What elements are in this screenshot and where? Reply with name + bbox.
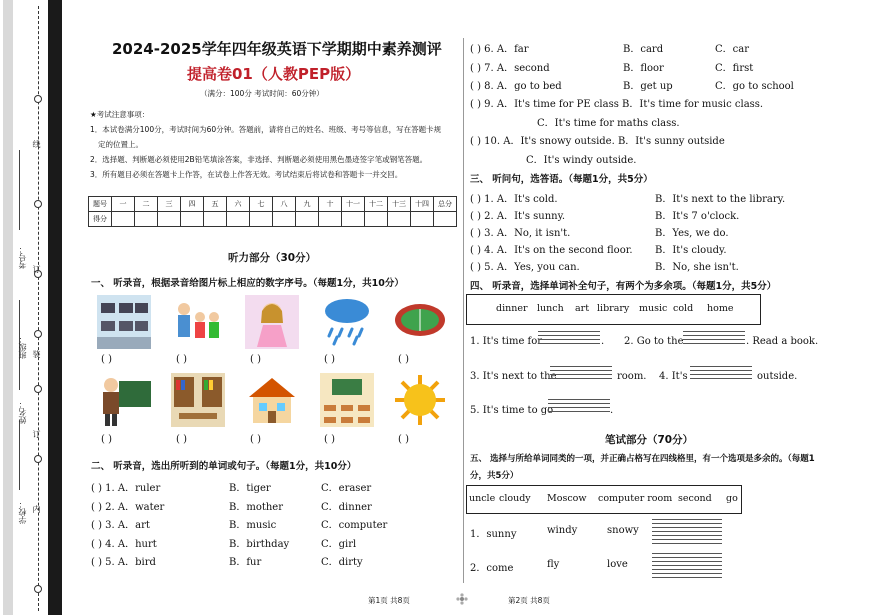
page-title: 2024-2025学年四年级英语下学期期中素养测评 <box>112 40 442 58</box>
option-a[interactable]: ( ) 4. A．hurt <box>91 538 157 550</box>
word-bank-item: cold <box>673 303 694 314</box>
cut-char: 订 <box>32 265 41 273</box>
word-item: fly <box>547 559 560 570</box>
answer-paren[interactable]: ( ) <box>324 434 335 445</box>
exam-meta: （满分：100分 考试时间：60分钟） <box>200 89 324 98</box>
section5-heading-cont: 分，共5分） <box>470 471 519 481</box>
score-row-label: 得分 <box>89 212 112 227</box>
word-bank-item: music <box>639 303 668 314</box>
note-item: 定的位置上。 <box>98 140 143 149</box>
word-bank-item: home <box>707 303 734 314</box>
score-cell[interactable] <box>342 212 365 227</box>
section4-heading: 四、 听录音，选择单词补全句子，有两个为多余项。（每题1分，共5分） <box>470 281 777 292</box>
option-c[interactable]: C．computer <box>321 520 388 531</box>
option-a[interactable]: ( ) 5. A．Yes, you can. <box>470 262 580 273</box>
option-a[interactable]: ( ) 8. A．go to bed <box>470 81 562 92</box>
girl-pic <box>245 295 299 349</box>
library-pic <box>171 373 225 427</box>
s4-sentence-5-end: . <box>610 405 614 416</box>
word-bank-item: dinner <box>496 303 528 314</box>
word-item: snowy <box>607 525 639 536</box>
four-line-grid[interactable] <box>538 331 600 345</box>
gray-band <box>3 0 13 615</box>
hole-dot <box>34 385 42 393</box>
score-cell[interactable] <box>365 212 388 227</box>
question-9-option-c: C．It's time for maths class. <box>537 118 680 129</box>
class-label: 班级： <box>18 335 27 359</box>
word-bank-item: art <box>575 303 590 314</box>
notes <box>90 107 455 182</box>
score-header-cell: 十三 <box>388 197 411 212</box>
s4-sentence-3-end: room. <box>617 371 647 382</box>
answer-paren[interactable]: ( ) <box>250 434 261 445</box>
option-c[interactable]: C．eraser <box>321 483 372 494</box>
s4-sentence-1-end: . <box>601 336 605 347</box>
word-item: love <box>607 559 628 570</box>
hole-dot <box>34 330 42 338</box>
option-b[interactable]: B．No, she isn't. <box>655 262 739 273</box>
page-footer-right: 第2页 共8页 <box>508 596 550 605</box>
answer-paren[interactable]: ( ) <box>101 354 112 365</box>
option-b[interactable]: B．floor <box>623 62 664 74</box>
word-item: windy <box>547 525 578 536</box>
option-c[interactable]: C．girl <box>321 538 357 550</box>
s4-sentence-4-end: outside. <box>757 371 798 382</box>
score-header-cell: 六 <box>227 197 250 212</box>
flower-icon <box>456 593 468 605</box>
score-cell[interactable] <box>112 212 135 227</box>
word-bank <box>466 294 761 325</box>
score-table <box>88 196 457 227</box>
page-footer-left: 第1页 共8页 <box>368 596 410 605</box>
score-cell[interactable] <box>411 212 434 227</box>
word-bank-item: second <box>678 493 712 504</box>
word-bank-item: lunch <box>537 303 564 314</box>
word-bank-item: computer room <box>598 493 673 504</box>
hole-dot <box>34 95 42 103</box>
option-a[interactable]: ( ) 3. A．No, it isn't. <box>470 228 571 239</box>
option-b[interactable]: B．birthday <box>229 538 290 550</box>
score-cell[interactable] <box>135 212 158 227</box>
option-b[interactable]: B．card <box>623 44 664 55</box>
name-label: 姓名： <box>18 400 27 424</box>
option-a[interactable]: ( ) 2. A．It's sunny. <box>470 211 566 222</box>
s4-sentence-4: 4. It's <box>659 371 688 382</box>
score-header-cell: 一 <box>112 197 135 212</box>
score-header-cell: 总分 <box>434 197 457 212</box>
section2-heading: 二、 听录音，选出所听到的单词或句子。（每题1分，共10分） <box>91 461 357 472</box>
answer-paren[interactable]: ( ) <box>324 354 335 365</box>
score-header-cell: 九 <box>296 197 319 212</box>
word-bank-item: library <box>597 303 630 314</box>
s4-sentence-2: 2. Go to the <box>624 336 684 347</box>
score-header-cell: 十一 <box>342 197 365 212</box>
hole-dot <box>34 585 42 593</box>
house-pic <box>245 373 299 427</box>
s4-sentence-2-end: . Read a book. <box>746 336 819 347</box>
option-a[interactable]: ( ) 1. A．ruler <box>91 483 161 494</box>
computer-room-pic <box>97 295 151 349</box>
page-divider <box>463 38 464 583</box>
answer-paren[interactable]: ( ) <box>176 354 187 365</box>
s4-sentence-1: 1. It's time for <box>470 336 543 347</box>
score-cell[interactable] <box>204 212 227 227</box>
sun-pic <box>393 373 447 427</box>
score-header-cell: 七 <box>250 197 273 212</box>
four-line-grid[interactable] <box>550 366 612 380</box>
option-c[interactable]: C．go to school <box>715 81 794 92</box>
score-cell[interactable] <box>181 212 204 227</box>
option-b[interactable]: B．music <box>229 520 277 531</box>
word-bank-item: go <box>726 493 738 504</box>
option-a[interactable]: ( ) 5. A．bird <box>91 557 156 568</box>
answer-paren[interactable]: ( ) <box>250 354 261 365</box>
answer-paren[interactable]: ( ) <box>398 354 409 365</box>
number-label: 考号： <box>18 245 27 269</box>
note-item: 1．本试卷满分100分，考试时间为60分钟。答题前，请将自己的姓名、班级、考号等信息，写在答题卡规 <box>90 125 442 134</box>
option-b[interactable]: B．tiger <box>229 483 271 494</box>
word-bank-5 <box>466 485 742 514</box>
number-line <box>19 150 20 230</box>
classroom-pic <box>320 373 374 427</box>
score-cell[interactable] <box>434 212 457 227</box>
option-a[interactable]: ( ) 3. A．art <box>91 520 150 531</box>
four-line-grid[interactable] <box>652 519 722 533</box>
family-pic <box>172 295 226 349</box>
score-cell[interactable] <box>296 212 319 227</box>
section3-heading: 三、 听问句，选答语。（每题1分，共5分） <box>470 174 653 185</box>
playground-pic <box>393 293 447 347</box>
section1-heading: 一、 听录音，根据录音给图片标上相应的数字序号。（每题1分，共10分） <box>91 278 404 289</box>
score-header-cell: 二 <box>135 197 158 212</box>
score-header-cell: 三 <box>158 197 181 212</box>
score-cell[interactable] <box>388 212 411 227</box>
option-a[interactable]: ( ) 4. A．It's on the second floor. <box>470 245 633 256</box>
word-bank-item: Moscow <box>547 493 587 504</box>
s4-sentence-5: 5. It's time to go <box>470 405 554 416</box>
option-b[interactable]: B．It's cloudy. <box>655 245 727 256</box>
option-a[interactable]: ( ) 6. A．far <box>470 44 529 55</box>
option-b[interactable]: B．Yes, we do. <box>655 228 729 239</box>
word-bank-item: cloudy <box>499 493 531 504</box>
option-c[interactable]: C．dinner <box>321 501 372 513</box>
note-item: 3．所有题目必须在答题卡上作答，在试卷上作答无效。考试结束后将试卷和答题卡一并交回。 <box>90 170 403 179</box>
option-c[interactable]: C．first <box>715 62 754 74</box>
option-b[interactable]: B．mother <box>229 501 284 513</box>
notes-heading: ★考试注意事项： <box>90 110 150 119</box>
cut-char: 内 <box>32 505 41 513</box>
option-b[interactable]: B．fur <box>229 557 262 568</box>
option-a[interactable]: ( ) 2. A．water <box>91 501 165 513</box>
option-c[interactable]: C．dirty <box>321 557 363 568</box>
score-row <box>89 212 457 227</box>
answer-paren[interactable]: ( ) <box>398 434 409 445</box>
word-item: 2．come <box>470 563 514 574</box>
question-10-option-c: C．It's windy outside. <box>526 155 637 166</box>
four-line-grid[interactable] <box>548 399 610 413</box>
teacher-pic <box>97 373 151 427</box>
option-b[interactable]: B．It's 7 o'clock. <box>655 211 740 222</box>
four-line-grid[interactable] <box>690 366 752 380</box>
option-c[interactable]: C．car <box>715 44 749 55</box>
score-cell[interactable] <box>273 212 296 227</box>
hole-dot <box>34 200 42 208</box>
score-cell[interactable] <box>158 212 181 227</box>
question-9: ( ) 9. A．It's time for PE class B．It's time for music class. <box>470 99 764 110</box>
cut-char: 线 <box>32 140 41 148</box>
score-header-cell: 八 <box>273 197 296 212</box>
option-a[interactable]: ( ) 7. A．second <box>470 62 550 74</box>
four-line-grid[interactable] <box>683 331 745 345</box>
score-cell[interactable] <box>227 212 250 227</box>
school-line <box>19 420 20 490</box>
option-b[interactable]: B．It's next to the library. <box>655 194 786 205</box>
cut-char: 装 <box>32 350 41 358</box>
page-subtitle: 提高卷01（人教PEP版） <box>187 65 361 83</box>
word-item: 1．sunny <box>470 529 517 540</box>
word-bank-item: uncle <box>469 493 496 504</box>
written-heading: 笔试部分（70分） <box>605 434 694 446</box>
answer-paren[interactable]: ( ) <box>101 434 112 445</box>
rain-pic <box>320 293 374 347</box>
answer-paren[interactable]: ( ) <box>176 434 187 445</box>
black-band <box>48 0 62 615</box>
score-header-cell: 五 <box>204 197 227 212</box>
section5-heading: 五、 选择与所给单词同类的一项，并正确占格写在四线格里，有一个选项是多余的。（每题1 <box>470 454 815 464</box>
option-a[interactable]: ( ) 1. A．It's cold. <box>470 194 558 205</box>
hole-dot <box>34 455 42 463</box>
score-cell[interactable] <box>250 212 273 227</box>
score-header-cell: 十四 <box>411 197 434 212</box>
listening-heading: 听力部分（30分） <box>228 252 317 264</box>
score-header-cell: 十 <box>319 197 342 212</box>
score-header-row <box>89 197 457 212</box>
option-b[interactable]: B．get up <box>623 81 673 92</box>
school-label: 学校： <box>18 500 27 524</box>
score-header-cell: 十二 <box>365 197 388 212</box>
note-item: 2．选择题、判断题必须使用2B铅笔填涂答案，非选择、判断题必须使用黑色墨迹签字笔或钢笔答题。 <box>90 155 428 164</box>
score-header-cell: 四 <box>181 197 204 212</box>
question-10: ( ) 10. A．It's snowy outside. B．It's sunny outside <box>470 136 725 147</box>
binding-strip <box>0 0 62 615</box>
four-line-grid[interactable] <box>652 553 722 567</box>
score-header-cell: 题号 <box>89 197 112 212</box>
score-cell[interactable] <box>319 212 342 227</box>
s4-sentence-3: 3. It's next to the <box>470 371 557 382</box>
cut-char: 订 <box>32 430 41 438</box>
